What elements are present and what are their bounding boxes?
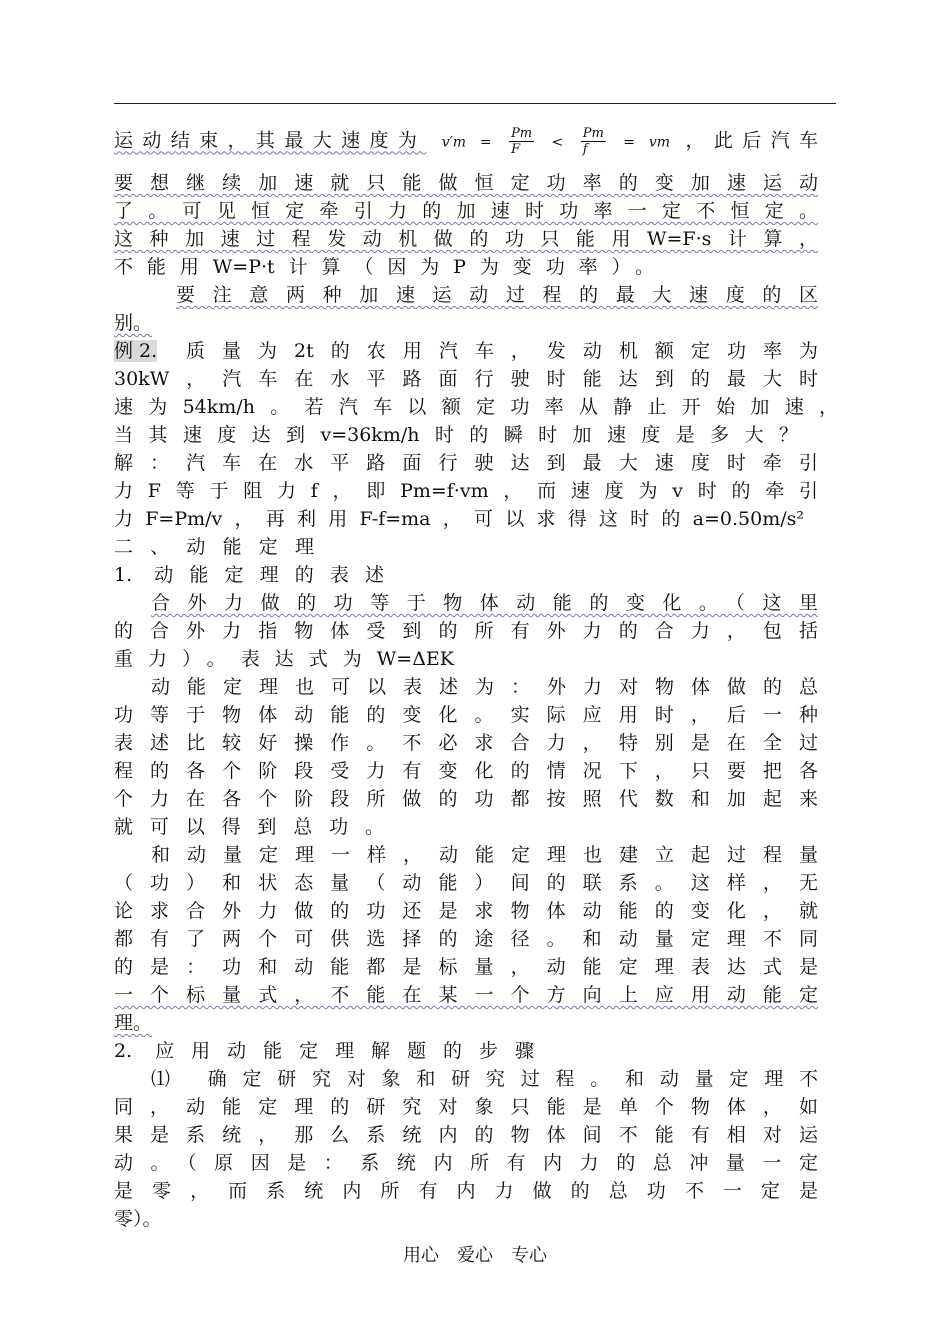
formula-vm: = vm [623, 134, 671, 151]
text-line: 动。（原因是：系统内所有内力的总冲量一定 [114, 1152, 818, 1174]
example-label: 例 2. [114, 340, 158, 362]
text-line: 就可以得到总功。 [114, 816, 384, 838]
text-line: 的是：功和动能都是标量，动能定理表达式是 [114, 956, 818, 978]
text-line: 要注意两种加速运动过程的最大速度的区 [176, 284, 818, 306]
text-line: 程的各个阶段受力有变化的情况下，只要把各 [114, 760, 818, 782]
fraction-denominator: f [582, 142, 588, 157]
text-line: 这种加速过程发动机做的功只能用W=F·s计算， [114, 228, 818, 250]
text-line: 和动量定理一样，动能定理也建立起过程量 [151, 844, 818, 866]
text-line: ⑴ 确定研究对象和研究过程。和动量定理不 [151, 1068, 818, 1090]
text-line: 零）。 [114, 1208, 162, 1230]
text-line: 理。 [114, 1012, 153, 1034]
less-than-sign: < [551, 134, 564, 151]
text-line: 论求合外力做的功还是求物体动能的变化，就 [114, 900, 818, 922]
text-line: 都有了两个可供选择的途径。和动量定理不同 [114, 928, 818, 950]
text-line: 30kW，汽车在水平路面行驶时能达到的最大时 [114, 368, 818, 390]
text-line [151, 592, 818, 614]
line-1-suffix: ，此后汽车 [685, 129, 819, 152]
text-line-1 [114, 126, 818, 157]
text-line: 动能定理也可以表述为：外力对物体做的总 [151, 676, 818, 698]
page-footer: 用心 爱心 专心 [403, 1245, 547, 1266]
example-label-wrap [114, 340, 169, 362]
fraction-numerator: Pm [511, 126, 533, 141]
text-line: 不能用W=P·t计算（因为P为变功率）。 [114, 256, 654, 278]
text-line: 力F=Pm/v，再利用F-f=ma，可以求得这时的a=0.50m/s² [114, 508, 804, 530]
text-span: 合外力做的功等于物体动能的变化。（这里 [151, 592, 818, 614]
text-line: 速为54km/h。若汽车以额定功率从静止开始加速， [114, 396, 838, 418]
text-line: 别。 [114, 312, 153, 334]
text-line: 一个标量式，不能在某一个方向上应用动能定 [114, 984, 818, 1006]
text-line: 了。可见恒定牵引力的加速时功率一定不恒定。 [114, 200, 818, 222]
formula-vm-prime: v′m = [441, 134, 492, 151]
text-line: 解：汽车在水平路面行驶达到最大速度时牵引 [114, 452, 818, 474]
text-line: 果是系统，那么系统内的物体间不能有相对运 [114, 1124, 818, 1146]
text-line: 是零，而系统内所有内力做的总功不一定是 [114, 1180, 818, 1202]
text-line: 要想继续加速就只能做恒定功率的变加速运动 [114, 172, 818, 194]
text-line: 功等于物体动能的变化。实际应用时，后一种 [114, 704, 818, 726]
text-line: 表述比较好操作。不必求合力，特别是在全过 [114, 732, 818, 754]
text-line: 当其速度达到v=36km/h时的瞬时加速度是多大？ [114, 424, 798, 446]
text-line: 同，动能定理的研究对象只能是单个物体，如 [114, 1096, 818, 1118]
subsection-heading: 1. 动能定理的表述 [114, 564, 384, 586]
fraction-numerator: Pm [582, 126, 604, 141]
fraction-denominator: F [511, 142, 521, 157]
text-line: 重力）。表达式为W=ΔEK [114, 648, 454, 670]
fraction-pm-over-f-lower [581, 126, 606, 157]
text-line: 力F等于阻力f，即Pm=f·vm，而速度为v时的牵引 [114, 480, 818, 502]
text-line: （功）和状态量（动能）间的联系。这样，无 [114, 872, 818, 894]
text-line: 质量为2t的农用汽车，发动机额定功率为 [186, 340, 818, 362]
text-line: 个力在各个阶段所做的功都按照代数和加起来 [114, 788, 818, 810]
text-line: 的合外力指物体受到的所有外力的合力，包括 [114, 620, 818, 642]
header-rule [114, 103, 836, 104]
line-1-prefix: 运动结束，其最大速度为 [114, 129, 427, 152]
subsection-heading: 2. 应用动能定理解题的步骤 [114, 1040, 534, 1062]
section-heading: 二、动能定理 [114, 536, 314, 558]
fraction-pm-over-f [509, 126, 534, 157]
